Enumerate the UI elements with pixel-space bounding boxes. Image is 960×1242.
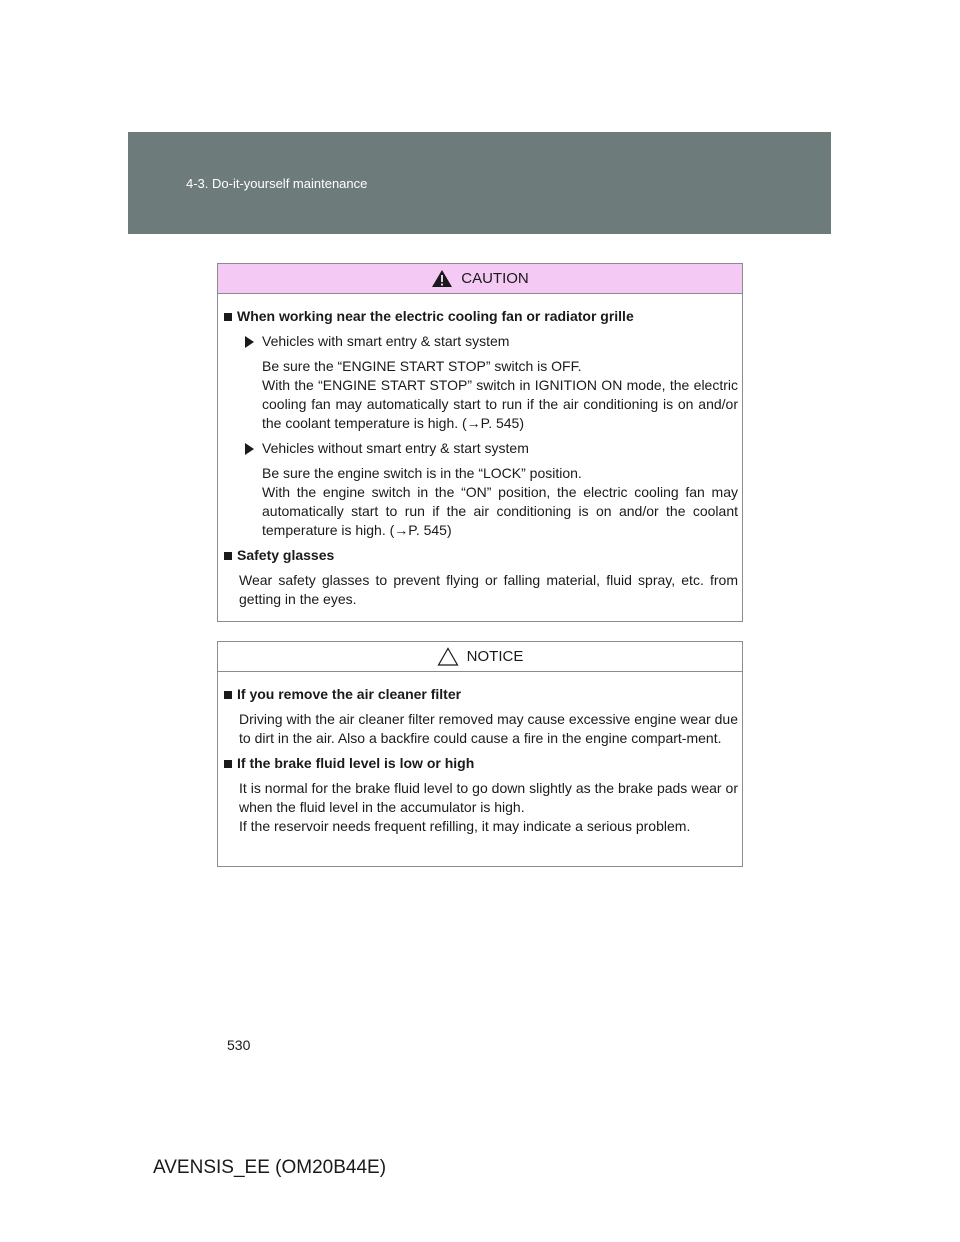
- page-number: 530: [227, 1037, 251, 1053]
- section-heading: Safety glasses: [237, 547, 335, 563]
- arrow-right-icon: [245, 443, 254, 455]
- paragraph-line: Be sure the engine switch is in the “LOCK” position.: [262, 465, 582, 481]
- caution-box: [217, 263, 743, 622]
- notice-section-brake-fluid: [224, 754, 738, 773]
- section-heading: When working near the electric cooling fan or radiator grille: [237, 308, 634, 324]
- paragraph: Wear safety glasses to prevent flying or falling material, fluid spray, etc. from getting in the eyes.: [239, 572, 738, 607]
- section-heading: If you remove the air cleaner filter: [237, 686, 462, 702]
- notice-header: [218, 642, 742, 672]
- caution-label: CAUTION: [461, 270, 529, 287]
- paragraph: Driving with the air cleaner filter removed may cause excessive engine wear due to dirt in the air. Also a backfire could cause a fire in the engine compart-ment.: [239, 711, 738, 746]
- section-heading: If the brake fluid level is low or high: [237, 755, 475, 771]
- paragraph-line: With the engine switch in the “ON” position, the electric cooling fan may automatically start to run if the air conditioning is on and/or the coolant temperature is high. (→P. 545): [262, 484, 738, 538]
- paragraph-line: It is normal for the brake fluid level to go down slightly as the brake pads wear or when the fluid level in the accumulator is high.: [239, 780, 738, 815]
- caution-header: [218, 264, 742, 294]
- caution-section-safety-glasses: [224, 546, 738, 565]
- subheading-text: Vehicles without smart entry & start system: [262, 440, 529, 456]
- section-title: 4-3. Do-it-yourself maintenance: [186, 176, 368, 191]
- bullet-square-icon: [224, 691, 232, 699]
- document-code: AVENSIS_EE (OM20B44E): [153, 1157, 387, 1178]
- warning-filled-icon: [431, 269, 453, 288]
- subheading-with-smart-entry: [245, 332, 738, 351]
- notice-box: [217, 641, 743, 867]
- bullet-square-icon: [224, 552, 232, 560]
- paragraph-line: Be sure the “ENGINE START STOP” switch is OFF.: [262, 358, 582, 374]
- caution-section-cooling-fan: [224, 307, 738, 326]
- paragraph: [262, 464, 738, 540]
- paragraph-line: With the “ENGINE START STOP” switch in IGNITION ON mode, the electric cooling fan may automatically start to run if the air conditioning is on and/or the coolant temperature is high. (→P. 545): [262, 377, 738, 431]
- paragraph: [262, 357, 738, 433]
- warning-outline-icon: [437, 647, 459, 666]
- bullet-square-icon: [224, 313, 232, 321]
- subheading-text: Vehicles with smart entry & start system: [262, 333, 510, 349]
- paragraph-line: If the reservoir needs frequent refilling, it may indicate a serious problem.: [239, 818, 691, 834]
- arrow-right-icon: [245, 336, 254, 348]
- section-header-band: [128, 132, 831, 234]
- bullet-square-icon: [224, 760, 232, 768]
- notice-label: NOTICE: [466, 648, 524, 665]
- subheading-without-smart-entry: [245, 439, 738, 458]
- notice-section-air-cleaner: [224, 685, 738, 704]
- paragraph: [239, 779, 738, 836]
